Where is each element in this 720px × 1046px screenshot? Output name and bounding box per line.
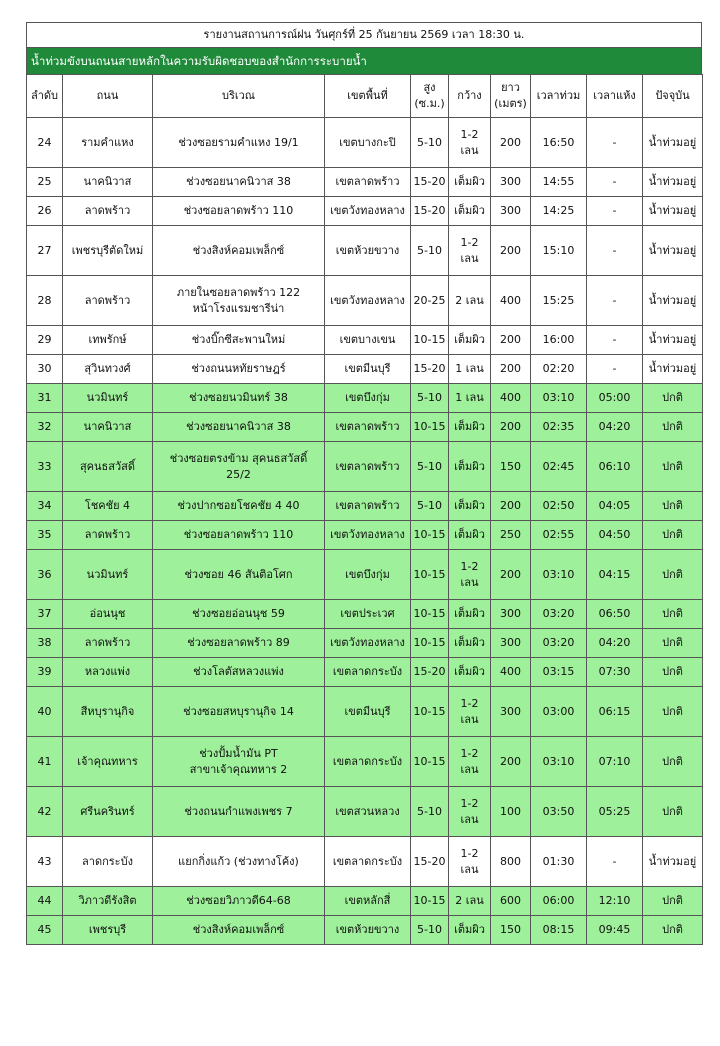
- cell-no: 27: [27, 226, 63, 276]
- cell-depth: 15-20: [411, 837, 449, 887]
- cell-no: 33: [27, 442, 63, 492]
- cell-width: เต็มผิว: [449, 658, 491, 687]
- cell-depth: 15-20: [411, 168, 449, 197]
- cell-road: เทพรักษ์: [63, 326, 153, 355]
- cell-flood-time: 02:45: [531, 442, 587, 492]
- cell-width: เต็มผิว: [449, 629, 491, 658]
- cell-status: น้ำท่วมอยู่: [643, 197, 703, 226]
- cell-depth: 15-20: [411, 355, 449, 384]
- cell-no: 44: [27, 887, 63, 916]
- cell-flood-time: 02:20: [531, 355, 587, 384]
- table-row: [27, 355, 703, 384]
- cell-no: 42: [27, 787, 63, 837]
- column-header-area: บริเวณ: [153, 75, 325, 118]
- cell-width: 1-2 เลน: [449, 118, 491, 168]
- cell-status: ปกติ: [643, 658, 703, 687]
- cell-district: เขตหลักสี่: [325, 887, 411, 916]
- table-row: [27, 550, 703, 600]
- cell-status: ปกติ: [643, 600, 703, 629]
- cell-no: 31: [27, 384, 63, 413]
- cell-length: 400: [491, 276, 531, 326]
- cell-no: 34: [27, 492, 63, 521]
- cell-area: ช่วงซอยนาคนิวาส 38: [153, 413, 325, 442]
- flood-table: [26, 74, 703, 945]
- cell-area: ช่วงซอยวิภาวดี64-68: [153, 887, 325, 916]
- table-row: [27, 413, 703, 442]
- cell-depth: 5-10: [411, 384, 449, 413]
- cell-no: 37: [27, 600, 63, 629]
- cell-flood-time: 02:55: [531, 521, 587, 550]
- cell-length: 200: [491, 550, 531, 600]
- cell-length: 200: [491, 413, 531, 442]
- table-row: [27, 442, 703, 492]
- cell-depth: 10-15: [411, 550, 449, 600]
- cell-status: น้ำท่วมอยู่: [643, 168, 703, 197]
- cell-road: ลาดพร้าว: [63, 197, 153, 226]
- cell-length: 600: [491, 887, 531, 916]
- cell-dry-time: 06:10: [587, 442, 643, 492]
- cell-length: 150: [491, 916, 531, 945]
- cell-depth: 10-15: [411, 521, 449, 550]
- cell-road: อ่อนนุช: [63, 600, 153, 629]
- cell-road: นาคนิวาส: [63, 168, 153, 197]
- cell-flood-time: 01:30: [531, 837, 587, 887]
- column-header-width: กว้าง: [449, 75, 491, 118]
- cell-depth: 10-15: [411, 600, 449, 629]
- cell-road: เพชรบุรี: [63, 916, 153, 945]
- cell-flood-time: 15:25: [531, 276, 587, 326]
- cell-length: 400: [491, 384, 531, 413]
- cell-dry-time: 04:05: [587, 492, 643, 521]
- cell-road: นาคนิวาส: [63, 413, 153, 442]
- cell-depth: 15-20: [411, 658, 449, 687]
- table-row: [27, 384, 703, 413]
- cell-district: เขตวังทองหลาง: [325, 197, 411, 226]
- cell-district: เขตสวนหลวง: [325, 787, 411, 837]
- cell-dry-time: 07:30: [587, 658, 643, 687]
- cell-width: เต็มผิว: [449, 413, 491, 442]
- column-header-dry-time: เวลาแห้ง: [587, 75, 643, 118]
- table-row: [27, 737, 703, 787]
- cell-status: ปกติ: [643, 550, 703, 600]
- cell-district: เขตมีนบุรี: [325, 355, 411, 384]
- cell-area: ช่วงถนนกำแพงเพชร 7: [153, 787, 325, 837]
- cell-district: เขตลาดพร้าว: [325, 413, 411, 442]
- cell-road: รามคำแหง: [63, 118, 153, 168]
- cell-road: ลาดพร้าว: [63, 629, 153, 658]
- cell-depth: 10-15: [411, 737, 449, 787]
- cell-depth: 10-15: [411, 413, 449, 442]
- cell-length: 400: [491, 658, 531, 687]
- cell-district: เขตวังทองหลาง: [325, 521, 411, 550]
- cell-width: 1-2 เลน: [449, 837, 491, 887]
- cell-depth: 10-15: [411, 887, 449, 916]
- cell-width: 2 เลน: [449, 887, 491, 916]
- cell-status: น้ำท่วมอยู่: [643, 276, 703, 326]
- cell-no: 28: [27, 276, 63, 326]
- cell-dry-time: 05:00: [587, 384, 643, 413]
- cell-no: 40: [27, 687, 63, 737]
- column-header-status: ปัจจุบัน: [643, 75, 703, 118]
- cell-length: 100: [491, 787, 531, 837]
- cell-area: ช่วงซอยนวมินทร์ 38: [153, 384, 325, 413]
- cell-dry-time: -: [587, 355, 643, 384]
- cell-length: 200: [491, 355, 531, 384]
- cell-status: ปกติ: [643, 521, 703, 550]
- cell-district: เขตบางกะปิ: [325, 118, 411, 168]
- cell-no: 45: [27, 916, 63, 945]
- cell-flood-time: 16:00: [531, 326, 587, 355]
- cell-status: ปกติ: [643, 384, 703, 413]
- cell-flood-time: 03:00: [531, 687, 587, 737]
- cell-status: ปกติ: [643, 916, 703, 945]
- cell-status: ปกติ: [643, 442, 703, 492]
- cell-width: 1-2 เลน: [449, 226, 491, 276]
- section-heading: น้ำท่วมขังบนถนนสายหลักในความรับผิดชอบของสำนักการระบายน้ำ: [26, 47, 702, 74]
- cell-area: ช่วงซอยนาคนิวาส 38: [153, 168, 325, 197]
- cell-dry-time: 06:50: [587, 600, 643, 629]
- cell-no: 41: [27, 737, 63, 787]
- cell-area: ช่วงปากซอยโชคชัย 4 40: [153, 492, 325, 521]
- cell-area: ช่วงปั้มน้ำมัน PT สาขาเจ้าคุณทหาร 2: [153, 737, 325, 787]
- cell-depth: 10-15: [411, 687, 449, 737]
- cell-dry-time: 04:20: [587, 629, 643, 658]
- table-row: [27, 521, 703, 550]
- cell-area: ช่วงสิงห์คอมเพล็กซ์: [153, 226, 325, 276]
- table-row: [27, 837, 703, 887]
- cell-no: 38: [27, 629, 63, 658]
- cell-flood-time: 15:10: [531, 226, 587, 276]
- cell-area: ช่วงซอย 46 สันติอโศก: [153, 550, 325, 600]
- cell-dry-time: 12:10: [587, 887, 643, 916]
- cell-district: เขตบางเขน: [325, 326, 411, 355]
- cell-length: 200: [491, 118, 531, 168]
- cell-flood-time: 02:35: [531, 413, 587, 442]
- cell-dry-time: 05:25: [587, 787, 643, 837]
- cell-depth: 10-15: [411, 629, 449, 658]
- cell-status: ปกติ: [643, 413, 703, 442]
- cell-width: 1-2 เลน: [449, 550, 491, 600]
- cell-district: เขตบึงกุ่ม: [325, 550, 411, 600]
- cell-dry-time: 09:45: [587, 916, 643, 945]
- cell-area: ช่วงสิงห์คอมเพล็กซ์: [153, 916, 325, 945]
- cell-width: เต็มผิว: [449, 600, 491, 629]
- cell-no: 39: [27, 658, 63, 687]
- cell-dry-time: -: [587, 837, 643, 887]
- cell-no: 36: [27, 550, 63, 600]
- table-row: [27, 276, 703, 326]
- cell-area: ช่วงซอยสหบุรานุกิจ 14: [153, 687, 325, 737]
- cell-width: 1-2 เลน: [449, 787, 491, 837]
- cell-dry-time: 04:20: [587, 413, 643, 442]
- table-row: [27, 326, 703, 355]
- cell-area: ช่วงซอยตรงข้าม สุคนธสวัสดิ์ 25/2: [153, 442, 325, 492]
- cell-road: ลาดพร้าว: [63, 276, 153, 326]
- cell-district: เขตลาดกระบัง: [325, 658, 411, 687]
- table-row: [27, 492, 703, 521]
- header-row: [27, 75, 703, 118]
- report-title: รายงานสถานการณ์ฝน วันศุกร์ที่ 25 กันยายน 2569 เวลา 18:30 น.: [26, 22, 702, 47]
- cell-dry-time: -: [587, 168, 643, 197]
- cell-length: 150: [491, 442, 531, 492]
- cell-flood-time: 03:10: [531, 384, 587, 413]
- cell-width: เต็มผิว: [449, 168, 491, 197]
- cell-road: สุวินทวงศ์: [63, 355, 153, 384]
- table-row: [27, 629, 703, 658]
- table-row: [27, 687, 703, 737]
- cell-road: ลาดพร้าว: [63, 521, 153, 550]
- cell-district: เขตมีนบุรี: [325, 687, 411, 737]
- cell-road: ศรีนครินทร์: [63, 787, 153, 837]
- cell-status: ปกติ: [643, 737, 703, 787]
- cell-area: ช่วงโลตัสหลวงแพ่ง: [153, 658, 325, 687]
- column-header-road: ถนน: [63, 75, 153, 118]
- cell-area: แยกกิ่งแก้ว (ช่วงทางโค้ง): [153, 837, 325, 887]
- cell-district: เขตลาดกระบัง: [325, 737, 411, 787]
- cell-district: เขตลาดพร้าว: [325, 168, 411, 197]
- cell-flood-time: 16:50: [531, 118, 587, 168]
- cell-flood-time: 08:15: [531, 916, 587, 945]
- cell-width: เต็มผิว: [449, 442, 491, 492]
- table-row: [27, 916, 703, 945]
- cell-area: ช่วงซอยลาดพร้าว 89: [153, 629, 325, 658]
- cell-length: 200: [491, 492, 531, 521]
- cell-depth: 5-10: [411, 492, 449, 521]
- cell-status: ปกติ: [643, 887, 703, 916]
- cell-dry-time: -: [587, 276, 643, 326]
- table-row: [27, 887, 703, 916]
- cell-road: นวมินทร์: [63, 550, 153, 600]
- cell-width: เต็มผิว: [449, 492, 491, 521]
- cell-length: 200: [491, 326, 531, 355]
- cell-district: เขตห้วยขวาง: [325, 916, 411, 945]
- cell-road: สุคนธสวัสดิ์: [63, 442, 153, 492]
- cell-length: 300: [491, 197, 531, 226]
- cell-length: 250: [491, 521, 531, 550]
- cell-area: ช่วงบิ๊กซีสะพานใหม่: [153, 326, 325, 355]
- cell-width: เต็มผิว: [449, 326, 491, 355]
- cell-status: ปกติ: [643, 492, 703, 521]
- cell-dry-time: 04:15: [587, 550, 643, 600]
- cell-dry-time: 04:50: [587, 521, 643, 550]
- cell-width: 1-2 เลน: [449, 737, 491, 787]
- cell-width: 1-2 เลน: [449, 687, 491, 737]
- cell-flood-time: 03:20: [531, 600, 587, 629]
- cell-depth: 5-10: [411, 118, 449, 168]
- cell-width: เต็มผิว: [449, 197, 491, 226]
- cell-flood-time: 03:15: [531, 658, 587, 687]
- cell-length: 300: [491, 168, 531, 197]
- cell-width: 2 เลน: [449, 276, 491, 326]
- cell-flood-time: 14:25: [531, 197, 587, 226]
- cell-area: ช่วงซอยรามคำแหง 19/1: [153, 118, 325, 168]
- cell-status: น้ำท่วมอยู่: [643, 837, 703, 887]
- cell-dry-time: 07:10: [587, 737, 643, 787]
- cell-district: เขตห้วยขวาง: [325, 226, 411, 276]
- cell-length: 200: [491, 737, 531, 787]
- cell-no: 30: [27, 355, 63, 384]
- cell-flood-time: 02:50: [531, 492, 587, 521]
- cell-flood-time: 03:10: [531, 550, 587, 600]
- cell-length: 800: [491, 837, 531, 887]
- cell-road: โชคชัย 4: [63, 492, 153, 521]
- cell-area: ช่วงซอยลาดพร้าว 110: [153, 197, 325, 226]
- cell-district: เขตลาดพร้าว: [325, 442, 411, 492]
- column-header-depth: สูง (ซ.ม.): [411, 75, 449, 118]
- cell-flood-time: 03:10: [531, 737, 587, 787]
- cell-dry-time: -: [587, 326, 643, 355]
- cell-flood-time: 03:50: [531, 787, 587, 837]
- cell-area: ช่วงซอยลาดพร้าว 110: [153, 521, 325, 550]
- cell-dry-time: -: [587, 226, 643, 276]
- cell-district: เขตประเวศ: [325, 600, 411, 629]
- cell-flood-time: 06:00: [531, 887, 587, 916]
- column-header-district: เขตพื้นที่: [325, 75, 411, 118]
- cell-area: ภายในซอยลาดพร้าว 122 หน้าโรงแรมชารีน่า: [153, 276, 325, 326]
- cell-road: นวมินทร์: [63, 384, 153, 413]
- cell-status: ปกติ: [643, 787, 703, 837]
- cell-status: น้ำท่วมอยู่: [643, 326, 703, 355]
- cell-no: 29: [27, 326, 63, 355]
- cell-road: หลวงแพ่ง: [63, 658, 153, 687]
- cell-road: สีหบุรานุกิจ: [63, 687, 153, 737]
- table-row: [27, 787, 703, 837]
- cell-no: 43: [27, 837, 63, 887]
- cell-status: น้ำท่วมอยู่: [643, 118, 703, 168]
- report-sheet: [26, 22, 702, 945]
- table-body: [27, 118, 703, 945]
- cell-no: 26: [27, 197, 63, 226]
- table-header: [27, 75, 703, 118]
- cell-depth: 5-10: [411, 916, 449, 945]
- table-row: [27, 658, 703, 687]
- cell-depth: 5-10: [411, 226, 449, 276]
- cell-depth: 5-10: [411, 787, 449, 837]
- table-row: [27, 197, 703, 226]
- cell-status: ปกติ: [643, 687, 703, 737]
- cell-status: น้ำท่วมอยู่: [643, 226, 703, 276]
- cell-district: เขตลาดกระบัง: [325, 837, 411, 887]
- cell-depth: 5-10: [411, 442, 449, 492]
- cell-district: เขตวังทองหลาง: [325, 629, 411, 658]
- column-header-flood-time: เวลาท่วม: [531, 75, 587, 118]
- cell-depth: 15-20: [411, 197, 449, 226]
- cell-width: เต็มผิว: [449, 916, 491, 945]
- cell-length: 300: [491, 687, 531, 737]
- cell-depth: 20-25: [411, 276, 449, 326]
- cell-flood-time: 14:55: [531, 168, 587, 197]
- cell-area: ช่วงซอยอ่อนนุช 59: [153, 600, 325, 629]
- cell-flood-time: 03:20: [531, 629, 587, 658]
- column-header-no: ลำดับ: [27, 75, 63, 118]
- cell-district: เขตวังทองหลาง: [325, 276, 411, 326]
- cell-road: เพชรบุรีตัดใหม่: [63, 226, 153, 276]
- cell-depth: 10-15: [411, 326, 449, 355]
- cell-status: น้ำท่วมอยู่: [643, 355, 703, 384]
- cell-width: เต็มผิว: [449, 521, 491, 550]
- table-row: [27, 600, 703, 629]
- cell-length: 200: [491, 226, 531, 276]
- column-header-length: ยาว (เมตร): [491, 75, 531, 118]
- cell-area: ช่วงถนนหทัยราษฎร์: [153, 355, 325, 384]
- cell-no: 32: [27, 413, 63, 442]
- table-row: [27, 168, 703, 197]
- cell-width: 1 เลน: [449, 384, 491, 413]
- table-row: [27, 226, 703, 276]
- cell-no: 24: [27, 118, 63, 168]
- cell-dry-time: -: [587, 197, 643, 226]
- cell-no: 25: [27, 168, 63, 197]
- table-row: [27, 118, 703, 168]
- cell-road: เจ้าคุณทหาร: [63, 737, 153, 787]
- cell-no: 35: [27, 521, 63, 550]
- cell-length: 300: [491, 600, 531, 629]
- cell-length: 300: [491, 629, 531, 658]
- cell-status: ปกติ: [643, 629, 703, 658]
- cell-district: เขตลาดพร้าว: [325, 492, 411, 521]
- cell-road: วิภาวดีรังสิต: [63, 887, 153, 916]
- cell-dry-time: -: [587, 118, 643, 168]
- cell-road: ลาดกระบัง: [63, 837, 153, 887]
- cell-width: 1 เลน: [449, 355, 491, 384]
- cell-district: เขตบึงกุ่ม: [325, 384, 411, 413]
- cell-dry-time: 06:15: [587, 687, 643, 737]
